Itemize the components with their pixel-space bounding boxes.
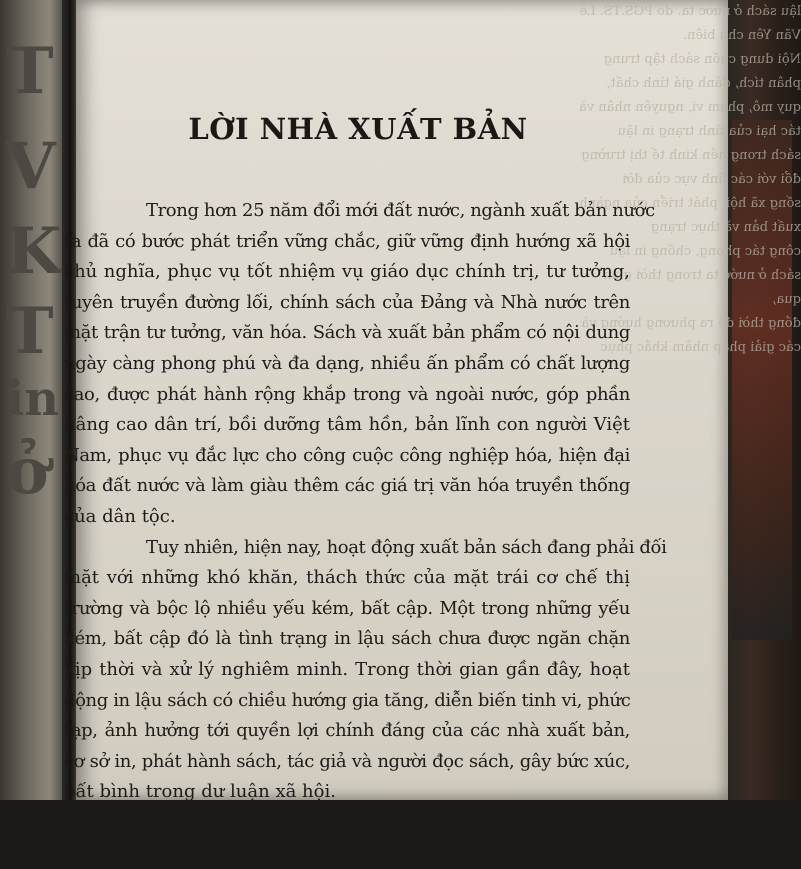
bleed-through-text	[576, 0, 801, 355]
ghost-letter: ở	[6, 434, 49, 509]
ghost-letter: T	[6, 34, 54, 109]
ghost-letter: T	[6, 294, 54, 369]
text-line: Trong hơn 25 năm đổi mới đất nước, ngành xuất bản nước	[146, 200, 655, 221]
bleed-line: sống xã hội, phát triển của ngành xuất bản và thực trạng	[579, 196, 801, 235]
page-title: LỜI NHÀ XUẤT BẢN	[188, 112, 528, 146]
bleed-line: đồng thời đề ra phương hướng và các giải pháp nhằm khắc phục	[581, 316, 801, 355]
text-line: chủ nghĩa, phục vụ tốt nhiệm vụ giáo dục chính trị, tư tưởng,	[64, 261, 630, 283]
bleed-line: lậu sách ở nước ta. do PGS.TS. Lê Văn Yên chủ biên.	[579, 4, 801, 43]
text-line: kịp thời và xử lý nghiêm minh. Trong thời gian gần đây, hoạt	[64, 658, 630, 680]
text-line: cơ sở in, phát hành sách, tác giả và người đọc sách, gây bức xúc,	[64, 750, 630, 772]
ghost-letter: in	[6, 371, 60, 427]
ghost-letter: K	[6, 214, 62, 289]
text-line: mặt trận tư tưởng, văn hóa. Sách và xuất bản phẩm có nội dung	[64, 322, 630, 344]
bleed-line: quy mô, phạm vi, nguyên nhân và tác hại của tình trạng in lậu	[579, 100, 801, 139]
text-line: kém, bất cập đó là tình trạng in lậu sách chưa được ngăn chặn	[64, 628, 630, 650]
text-line: ngày càng phong phú và đa dạng, nhiều ấn phẩm có chất lượng	[64, 352, 630, 374]
text-line: cao, được phát hành rộng khắp trong và ngoài nước, góp phần	[64, 383, 630, 405]
text-line: tạp, ảnh hưởng tới quyền lợi chính đáng của các nhà xuất bản,	[64, 720, 630, 742]
text-line: Nam, phục vụ đắc lực cho công cuộc công nghiệp hóa, hiện đại	[64, 444, 630, 466]
text-line: trường và bộc lộ nhiều yếu kém, bất cập. Một trong những yếu	[64, 597, 630, 619]
text-line: động in lậu sách có chiều hướng gia tăng, diễn biến tinh vi, phức	[64, 689, 631, 711]
bleed-line: sách trong nền kinh tế thị trường đổi với các lĩnh vực của đời	[581, 148, 801, 187]
text-line: Nhằm góp phần tìm hiểu thực trạng in lậu sách ở nước ta	[146, 811, 648, 833]
ghost-letter: V	[6, 129, 56, 204]
body-text	[64, 196, 667, 869]
text-line: tuyên truyền đường lối, chính sách của Đảng và Nhà nước trên	[64, 291, 630, 313]
text-line: của dân tộc.	[64, 505, 176, 527]
text-line: nâng cao dân trí, bồi dưỡng tâm hồn, bản lĩnh con người Việt	[64, 414, 630, 436]
paragraph-1	[64, 196, 655, 533]
text-line: ta đã có bước phát triển vững chắc, giữ vững định hướng xã hội	[64, 230, 630, 252]
left-page-edge	[0, 0, 62, 800]
text-line: bất bình trong dư luận xã hội.	[64, 781, 336, 803]
bleed-line: công tác phòng, chống in lậu sách ở nước ta trong thời gian qua,	[603, 244, 801, 307]
paragraph-2	[64, 533, 667, 808]
bleed-line: Nội dung cuốn sách tập trung phân tích, đánh giá tình chất,	[603, 52, 801, 91]
text-line: hóa đất nước và làm giàu thêm các giá trị văn hóa truyền thống	[64, 475, 630, 497]
paragraph-3	[64, 808, 648, 869]
text-line: mặt với những khó khăn, thách thức của mặt trái cơ chế thị	[64, 567, 630, 589]
text-line: hiện nay, Nhà xuất bản Chính trị quốc gia - Sự thật xuất bản	[64, 842, 630, 864]
text-line: Tuy nhiên, hiện nay, hoạt động xuất bản sách đang phải đối	[146, 536, 667, 558]
